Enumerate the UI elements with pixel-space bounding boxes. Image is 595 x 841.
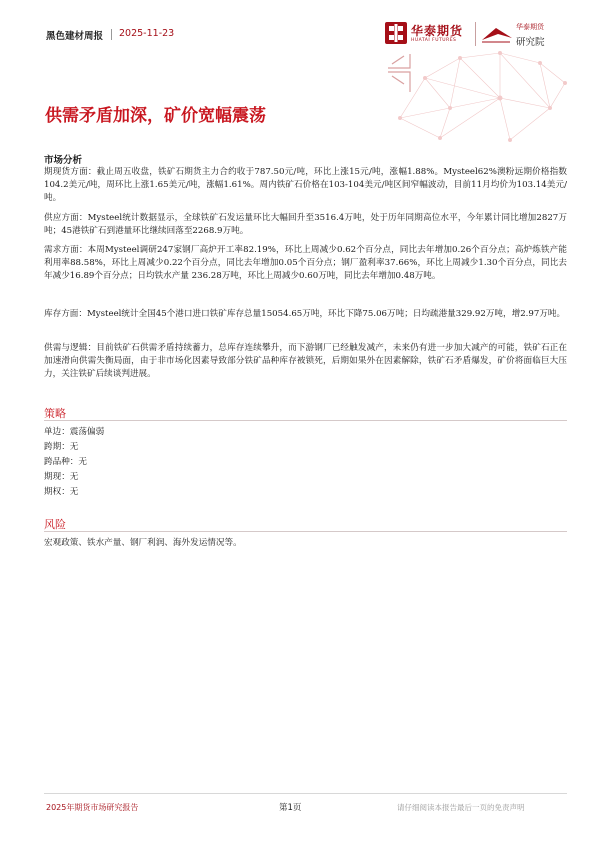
strategy-options: 期权：无 xyxy=(44,487,79,497)
demand-paragraph: 需求方面：本周Mysteel调研247家钢厂高炉开工率82.19%，环比上周减少0.62个百分点，同比去年增加0.26个百分点；高炉炼铁产能利用率88.58%，环比上周减少0.22个百分点，同比去年增加0.05个百分点；钢厂盈利率37.66%，环比上周减少1.30个百分点，同比去年减少16.89个百分点；日均铁水产量 236.28万吨，环比上周减少0.60万吨，同比去年增加0.48万吨。 xyxy=(44,245,567,282)
huatai-logo-icon xyxy=(385,22,407,44)
page-title: 供需矛盾加深，矿价宽幅震荡 xyxy=(45,106,266,126)
institute-brand-text: 华泰期货 xyxy=(516,23,544,31)
strategy-futures-spot: 期现：无 xyxy=(44,472,79,482)
footer-divider xyxy=(44,793,567,794)
page-number: 第1页 xyxy=(279,803,302,813)
strategy-cross-variety: 跨品种：无 xyxy=(44,457,87,467)
institute-name-text: 研究院 xyxy=(516,37,545,48)
strategy-heading: 策略 xyxy=(44,407,66,420)
supply-paragraph: 供应方面：Mysteel统计数据显示，全球铁矿石发运量环比大幅回升至3516.4万吨，处于历年同期高位水平，今年累计同比增加2827万吨；45港铁矿石到港量环比继续回落至2268.9万吨。 xyxy=(44,213,567,237)
disclaimer-note: 请仔细阅读本报告最后一页的免责声明 xyxy=(397,803,525,812)
logo-en-text: HUATAI FUTURES xyxy=(411,38,457,43)
logic-paragraph: 供需与逻辑：目前铁矿石供需矛盾持续蓄力，总库存连续攀升，而下游钢厂已经触发减产，未来仍有进一步加大减产的可能，铁矿石正在加速滑向供需失衡局面，由于非市场化因素导致部分铁矿品种库存被锁死，后期如果外在因素解除，铁矿石矛盾爆发，矿价将面临巨大压力，关注铁矿后续谈判进展。 xyxy=(44,343,567,380)
report-date: 2025-11-23 xyxy=(119,28,175,39)
network-decoration xyxy=(380,48,570,143)
market-analysis-heading: 市场分析 xyxy=(44,155,83,166)
risk-heading: 风险 xyxy=(44,518,66,531)
huatai-futures-logo xyxy=(385,20,465,48)
risk-text: 宏观政策、铁水产量、钢厂利润、海外发运情况等。 xyxy=(44,538,242,548)
strategy-divider xyxy=(44,420,567,421)
strategy-intertemporal: 跨期：无 xyxy=(44,442,79,452)
strategy-single-side: 单边：震荡偏弱 xyxy=(44,427,105,437)
research-institute-logo xyxy=(480,20,560,48)
logo-cn-text: 华泰期货 xyxy=(411,24,464,38)
header-separator xyxy=(111,29,112,40)
report-name: 黑色建材周报 xyxy=(46,31,104,42)
logo-divider xyxy=(475,22,476,46)
footer-report-title: 2025年期货市场研究报告 xyxy=(46,803,139,812)
risk-divider xyxy=(44,531,567,532)
spot-futures-paragraph: 期现货方面：截止周五收盘，铁矿石期货主力合约收于787.50元/吨，环比上涨15元/吨，涨幅1.88%。Mysteel62%澳粉远期价格指数104.2美元/吨，周环比上涨1.65美元/吨，涨幅1.61%。周内铁矿石价格在103-104美元/吨区间窄幅波动，目前11月均价为103.14美元/吨。 xyxy=(44,167,567,204)
inventory-paragraph: 库存方面：Mysteel统计全国45个港口进口铁矿库存总量15054.65万吨，环比下降75.06万吨；日均疏港量329.92万吨，增2.97万吨。 xyxy=(44,309,566,319)
research-institute-icon xyxy=(480,24,514,44)
